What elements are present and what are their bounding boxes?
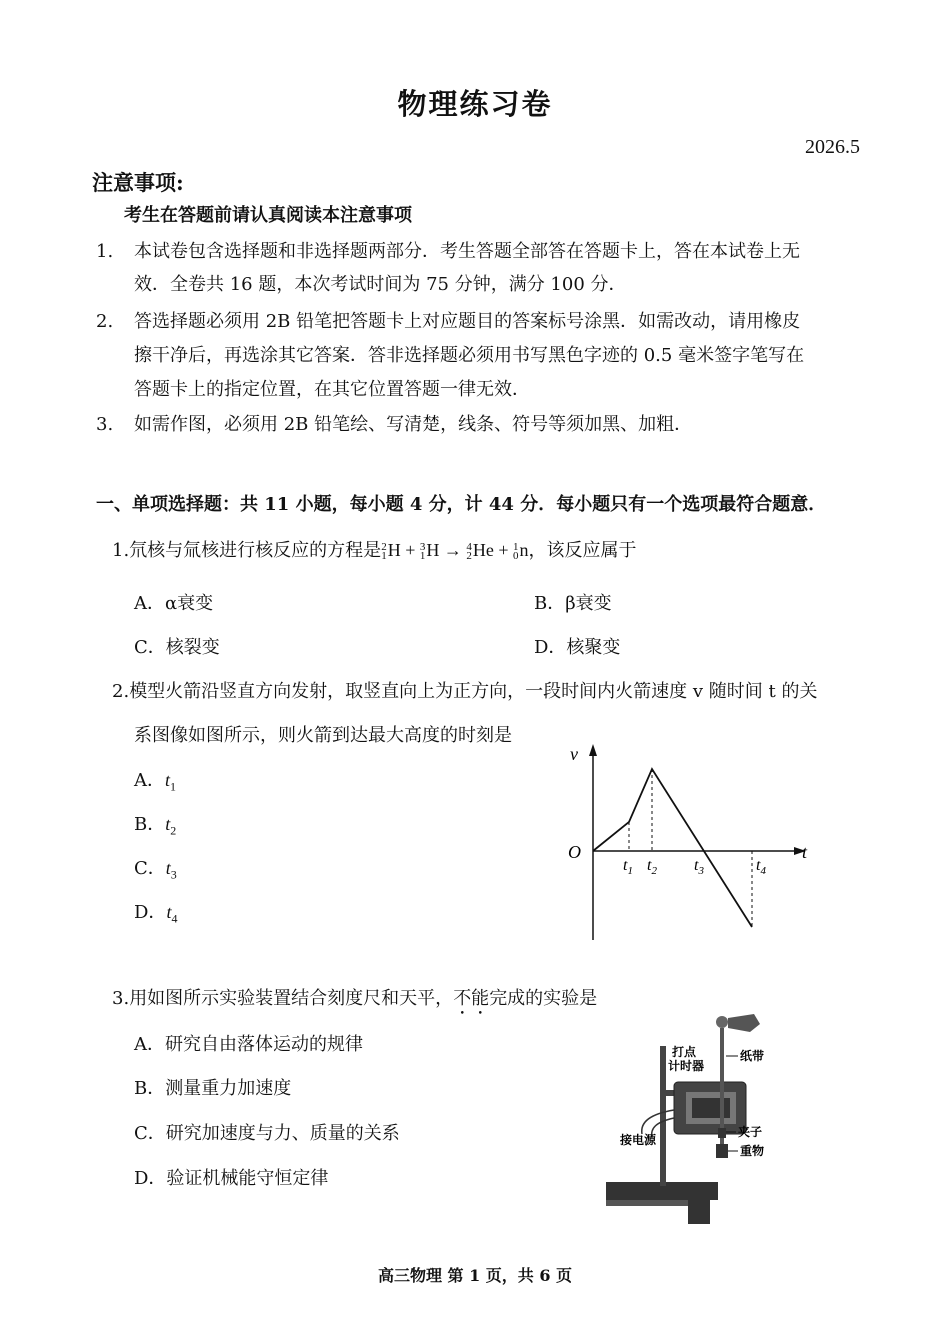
notice-item-2-num: 2.: [96, 311, 114, 332]
stand-rod: [660, 1046, 666, 1186]
question-1-stem-end: ，该反应属于: [528, 540, 637, 561]
t4-label: $t_4$: [756, 857, 766, 877]
q3-option-a[interactable]: A．研究自由落体运动的规律: [134, 1034, 363, 1055]
tape-top: [716, 1016, 728, 1028]
t1-label: $t_1$: [623, 857, 633, 877]
exam-date: 2026.5: [805, 136, 860, 158]
q3-option-c[interactable]: C．研究加速度与力、质量的关系: [134, 1123, 400, 1144]
clip: [718, 1128, 726, 1138]
emphasis-not-able: 不能: [453, 988, 490, 1009]
t-label: t: [802, 842, 808, 862]
q3-option-d[interactable]: D．验证机械能守恒定律: [134, 1168, 329, 1189]
notice-intro: 考生在答题前请认真阅读本注意事项: [124, 205, 412, 226]
q1-option-c[interactable]: C．核裂变: [134, 637, 220, 658]
q2-option-a[interactable]: A．$t_1$: [134, 770, 177, 794]
q1-option-a[interactable]: A．α衰变: [134, 593, 214, 614]
label-power: 接电源: [620, 1133, 657, 1147]
page-title: 物理练习卷: [397, 87, 553, 121]
notice-item-2-line-3: 答题卡上的指定位置，在其它位置答题一律无效．: [134, 379, 530, 400]
tape-curl: [728, 1014, 760, 1032]
weight: [716, 1144, 728, 1158]
v-t-line: [593, 769, 752, 927]
notice-item-3-line-1: 如需作图，必须用 2B 铅笔绘、写清楚，线条、符号等须加黑、加粗．: [134, 414, 693, 435]
notice-item-2-line-1: 答选择题必须用 2B 铅笔把答题卡上对应题目的答案标号涂黑．如需改动，请用橡皮: [134, 311, 801, 332]
label-timer-1: 打点: [672, 1045, 697, 1059]
notice-item-1-num: 1.: [96, 241, 114, 262]
v-label: v: [570, 744, 578, 764]
q3-option-b[interactable]: B．测量重力加速度: [134, 1078, 292, 1099]
label-tape: 纸带: [740, 1049, 765, 1063]
t3-label: $t_3$: [694, 857, 704, 877]
question-1: [112, 541, 637, 561]
q1-option-b[interactable]: B．β衰变: [534, 593, 612, 614]
q2-option-c[interactable]: C．$t_3$: [134, 858, 177, 882]
label-weight: 重物: [740, 1144, 765, 1158]
velocity-time-graph: [560, 740, 820, 950]
question-3: 3.用如图所示实验装置结合刻度尺和天平，不能完成的实验是: [112, 988, 598, 1009]
section-heading: 一、单项选择题：共 11 小题，每小题 4 分，计 44 分．每小题只有一个选项最符合题意．: [96, 494, 827, 515]
notice-item-2-line-2: 擦干净后，再选涂其它答案．答非选择题必须用书写黑色字迹的 0.5 毫米签字笔写在: [134, 345, 805, 366]
q2-option-b[interactable]: B．$t_2$: [134, 814, 177, 838]
table-edge: [688, 1200, 710, 1224]
apparatus-figure: [600, 1010, 790, 1230]
label-timer-2: 计时器: [668, 1059, 705, 1073]
nuclear-equation: 2 1 H + 3 1 H → 4 2 He + 1 0 n: [381, 540, 529, 562]
page-footer: 高三物理 第 1 页，共 6 页: [377, 1266, 573, 1285]
question-2-line-1: 2.模型火箭沿竖直方向发射，取竖直向上为正方向，一段时间内火箭速度 v 随时间 t 的关: [112, 681, 818, 702]
notice-heading: 注意事项:: [92, 170, 184, 195]
question-1-stem: 氘核与氚核进行核反应的方程是: [129, 540, 382, 561]
v-axis-arrow: [589, 744, 597, 756]
q2-option-d[interactable]: D．$t_4$: [134, 902, 178, 926]
question-1-number: 1.: [112, 540, 130, 561]
notice-item-1-line-2: 效．全卷共 16 题，本次考试时间为 75 分钟，满分 100 分．: [134, 274, 627, 295]
notice-item-1-line-1: 本试卷包含选择题和非选择题两部分．考生答题全部答在答题卡上，答在本试卷上无: [134, 241, 800, 262]
notice-item-3-num: 3.: [96, 414, 114, 435]
label-clip: 夹子: [738, 1125, 763, 1139]
origin-label: O: [568, 842, 581, 862]
t2-label: $t_2$: [647, 857, 657, 877]
power-cable: [642, 1110, 674, 1134]
question-2-line-2: 系图像如图所示，则火箭到达最大高度的时刻是: [134, 725, 512, 746]
q1-option-d[interactable]: D．核聚变: [534, 637, 621, 658]
